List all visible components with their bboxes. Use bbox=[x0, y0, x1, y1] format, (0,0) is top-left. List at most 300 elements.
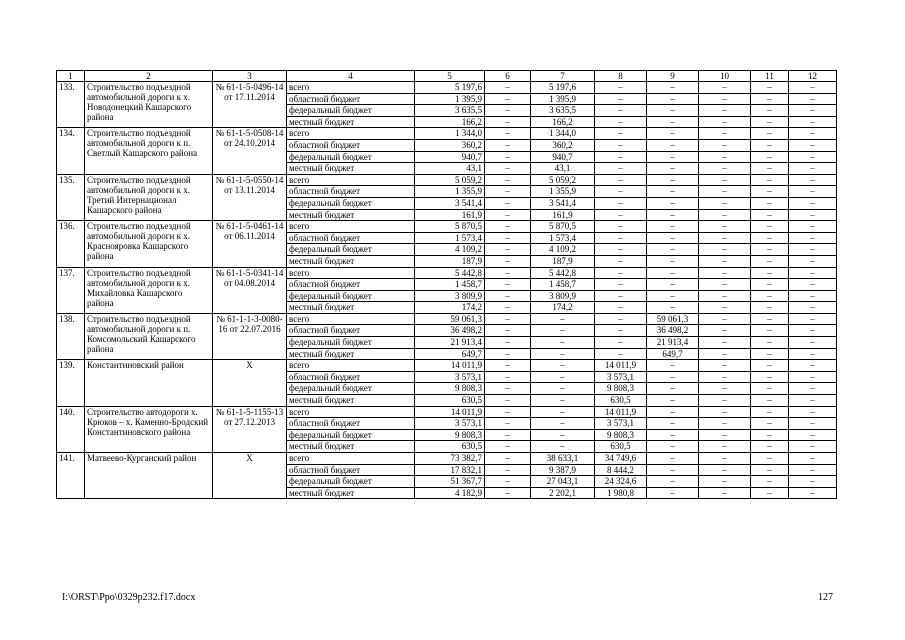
table-cell: – bbox=[789, 93, 837, 105]
table-cell: – bbox=[485, 279, 531, 291]
table-cell: – bbox=[751, 476, 789, 488]
table-cell: – bbox=[647, 360, 699, 372]
table-cell: – bbox=[531, 429, 595, 441]
table-cell: – bbox=[485, 163, 531, 175]
table-cell: – bbox=[699, 383, 751, 395]
table-cell: 649,7 bbox=[415, 348, 485, 360]
table-cell: – bbox=[751, 360, 789, 372]
table-cell: – bbox=[751, 383, 789, 395]
table-cell: – bbox=[751, 116, 789, 128]
column-header: 3 bbox=[213, 71, 287, 82]
table-cell: – bbox=[699, 232, 751, 244]
table-cell: – bbox=[751, 93, 789, 105]
table-row bbox=[57, 174, 837, 186]
table-cell: 24 324,6 bbox=[595, 476, 647, 488]
table-cell: – bbox=[485, 116, 531, 128]
document-ref: № 61-1-1-3-0080-16 от 22.07.2016 bbox=[213, 313, 287, 359]
table-cell: – bbox=[789, 139, 837, 151]
table-cell: 9 808,3 bbox=[595, 383, 647, 395]
table-cell: – bbox=[699, 487, 751, 499]
funding-source: федеральный бюджет bbox=[287, 105, 415, 117]
table-row bbox=[57, 82, 837, 94]
funding-source: федеральный бюджет bbox=[287, 290, 415, 302]
table-cell: – bbox=[699, 163, 751, 175]
table-cell: – bbox=[699, 395, 751, 407]
table-cell: – bbox=[595, 128, 647, 140]
object-name: Строительство подъездной автомобильной дороги к х. Новодонецкий Кашарского района bbox=[85, 82, 213, 128]
row-number: 139. bbox=[57, 360, 85, 406]
table-cell: 3 541,4 bbox=[415, 197, 485, 209]
document-ref: Х bbox=[213, 453, 287, 499]
table-cell: 630,5 bbox=[595, 441, 647, 453]
funding-source: местный бюджет bbox=[287, 441, 415, 453]
table-cell: – bbox=[789, 453, 837, 465]
table-cell: – bbox=[485, 290, 531, 302]
table-cell: 9 387,9 bbox=[531, 464, 595, 476]
table-cell: 630,5 bbox=[415, 395, 485, 407]
table-cell: 174,2 bbox=[531, 302, 595, 314]
table-cell: – bbox=[485, 186, 531, 198]
table-cell: 1 458,7 bbox=[531, 279, 595, 291]
table-cell: – bbox=[751, 441, 789, 453]
table-cell: 27 043,1 bbox=[531, 476, 595, 488]
table-cell: – bbox=[789, 406, 837, 418]
table-cell: – bbox=[751, 487, 789, 499]
table-cell: 187,9 bbox=[415, 255, 485, 267]
table-cell: 3 809,9 bbox=[531, 290, 595, 302]
table-cell: – bbox=[647, 163, 699, 175]
table-cell: – bbox=[789, 244, 837, 256]
funding-source: всего bbox=[287, 406, 415, 418]
column-header: 1 bbox=[57, 71, 85, 82]
table-cell: – bbox=[751, 464, 789, 476]
table-cell: – bbox=[751, 209, 789, 221]
table-cell: – bbox=[699, 128, 751, 140]
table-cell: – bbox=[699, 82, 751, 94]
table-cell: 5 442,8 bbox=[531, 267, 595, 279]
table-cell: – bbox=[789, 82, 837, 94]
table-cell: – bbox=[751, 279, 789, 291]
table-cell: – bbox=[595, 139, 647, 151]
table-cell: 9 808,3 bbox=[415, 383, 485, 395]
table-cell: – bbox=[751, 186, 789, 198]
table-cell: – bbox=[699, 429, 751, 441]
funding-source: областной бюджет bbox=[287, 139, 415, 151]
object-name: Строительство подъездной автомобильной дороги к п. Комсомольский Кашарского района bbox=[85, 313, 213, 359]
table-cell: – bbox=[751, 290, 789, 302]
funding-source: федеральный бюджет bbox=[287, 337, 415, 349]
table-cell: – bbox=[699, 116, 751, 128]
table-cell: – bbox=[699, 441, 751, 453]
object-name: Строительство подъездной автомобильной дороги к х. Михайловка Кашарского района bbox=[85, 267, 213, 313]
table-cell: – bbox=[789, 255, 837, 267]
funding-source: областной бюджет bbox=[287, 186, 415, 198]
table-cell: 9 808,3 bbox=[415, 429, 485, 441]
funding-source: местный бюджет bbox=[287, 116, 415, 128]
table-row bbox=[57, 360, 837, 372]
funding-source: всего bbox=[287, 360, 415, 372]
table-row bbox=[57, 406, 837, 418]
table-cell: – bbox=[485, 232, 531, 244]
table-cell: – bbox=[789, 279, 837, 291]
table-cell: – bbox=[789, 232, 837, 244]
funding-source: всего bbox=[287, 174, 415, 186]
table-cell: – bbox=[751, 105, 789, 117]
table-cell: 1 395,9 bbox=[415, 93, 485, 105]
funding-source: областной бюджет bbox=[287, 232, 415, 244]
table-cell: – bbox=[751, 371, 789, 383]
table-cell: – bbox=[531, 313, 595, 325]
table-cell: 3 573,1 bbox=[415, 418, 485, 430]
table-cell: – bbox=[699, 418, 751, 430]
table-cell: – bbox=[485, 337, 531, 349]
table-cell: 360,2 bbox=[415, 139, 485, 151]
table-cell: – bbox=[751, 267, 789, 279]
table-cell: – bbox=[485, 267, 531, 279]
table-cell: – bbox=[699, 313, 751, 325]
table-cell: – bbox=[789, 290, 837, 302]
row-number: 136. bbox=[57, 221, 85, 267]
table-cell: 630,5 bbox=[415, 441, 485, 453]
funding-source: местный бюджет bbox=[287, 255, 415, 267]
funding-source: федеральный бюджет bbox=[287, 197, 415, 209]
column-header: 8 bbox=[595, 71, 647, 82]
table-cell: – bbox=[699, 186, 751, 198]
table-cell: 59 061,3 bbox=[647, 313, 699, 325]
object-name: Константиновский район bbox=[85, 360, 213, 406]
table-cell: – bbox=[751, 348, 789, 360]
table-cell: – bbox=[595, 221, 647, 233]
table-cell: – bbox=[699, 174, 751, 186]
table-cell: – bbox=[751, 429, 789, 441]
table-cell: – bbox=[751, 221, 789, 233]
table-row bbox=[57, 128, 837, 140]
table-cell: 17 832,1 bbox=[415, 464, 485, 476]
table-cell: – bbox=[485, 255, 531, 267]
table-cell: – bbox=[699, 348, 751, 360]
table-cell: 43,1 bbox=[531, 163, 595, 175]
table-cell: 1 573,4 bbox=[531, 232, 595, 244]
table-cell: – bbox=[485, 151, 531, 163]
document-ref: № 61-1-5-0508-14 от 24.10.2014 bbox=[213, 128, 287, 174]
table-row bbox=[57, 313, 837, 325]
table-cell: 5 870,5 bbox=[415, 221, 485, 233]
table-cell: 3 635,5 bbox=[415, 105, 485, 117]
table-cell: – bbox=[595, 279, 647, 291]
funding-source: федеральный бюджет bbox=[287, 244, 415, 256]
funding-source: местный бюджет bbox=[287, 348, 415, 360]
table-cell: – bbox=[647, 267, 699, 279]
table-cell: – bbox=[789, 337, 837, 349]
table-cell: – bbox=[699, 139, 751, 151]
table-cell: – bbox=[751, 337, 789, 349]
table-cell: – bbox=[751, 232, 789, 244]
table-cell: 166,2 bbox=[415, 116, 485, 128]
table-cell: – bbox=[699, 371, 751, 383]
table-cell: – bbox=[595, 163, 647, 175]
table-cell: 51 367,7 bbox=[415, 476, 485, 488]
table-cell: – bbox=[595, 209, 647, 221]
document-ref: Х bbox=[213, 360, 287, 406]
table-cell: – bbox=[699, 325, 751, 337]
table-cell: – bbox=[751, 197, 789, 209]
table-cell: 36 498,2 bbox=[647, 325, 699, 337]
table-cell: – bbox=[789, 186, 837, 198]
funding-source: всего bbox=[287, 82, 415, 94]
table-cell: 3 809,9 bbox=[415, 290, 485, 302]
table-cell: – bbox=[647, 383, 699, 395]
funding-source: всего bbox=[287, 267, 415, 279]
table-cell: – bbox=[751, 395, 789, 407]
table-cell: 73 382,7 bbox=[415, 453, 485, 465]
table-cell: – bbox=[595, 337, 647, 349]
table-cell: – bbox=[647, 279, 699, 291]
table-cell: 8 444,2 bbox=[595, 464, 647, 476]
table-cell: – bbox=[789, 313, 837, 325]
table-cell: – bbox=[595, 174, 647, 186]
table-cell: 1 573,4 bbox=[415, 232, 485, 244]
table-cell: – bbox=[699, 151, 751, 163]
table-cell: – bbox=[595, 313, 647, 325]
table-cell: – bbox=[699, 453, 751, 465]
table-cell: – bbox=[595, 197, 647, 209]
table-cell: – bbox=[595, 255, 647, 267]
table-cell: 1 355,9 bbox=[415, 186, 485, 198]
table-cell: – bbox=[751, 325, 789, 337]
table-cell: – bbox=[751, 244, 789, 256]
table-cell: 34 749,6 bbox=[595, 453, 647, 465]
table-cell: – bbox=[595, 105, 647, 117]
page-number: 127 bbox=[818, 592, 833, 603]
table-cell: – bbox=[485, 406, 531, 418]
table-cell: – bbox=[789, 429, 837, 441]
row-number: 135. bbox=[57, 174, 85, 220]
table-cell: 630,5 bbox=[595, 395, 647, 407]
column-header: 5 bbox=[415, 71, 485, 82]
table-cell: – bbox=[531, 395, 595, 407]
table-cell: 36 498,2 bbox=[415, 325, 485, 337]
document-ref: № 61-1-5-0550-14 от 13.11.2014 bbox=[213, 174, 287, 220]
table-cell: – bbox=[595, 151, 647, 163]
table-cell: 2 202,1 bbox=[531, 487, 595, 499]
table-cell: – bbox=[647, 82, 699, 94]
table-cell: – bbox=[595, 82, 647, 94]
column-header: 4 bbox=[287, 71, 415, 82]
table-cell: – bbox=[699, 464, 751, 476]
column-header: 6 bbox=[485, 71, 531, 82]
table-cell: – bbox=[699, 93, 751, 105]
table-cell: 3 573,1 bbox=[595, 371, 647, 383]
funding-source: местный бюджет bbox=[287, 302, 415, 314]
table-cell: – bbox=[699, 244, 751, 256]
table-cell: – bbox=[789, 163, 837, 175]
table-cell: – bbox=[485, 453, 531, 465]
table-cell: 5 442,8 bbox=[415, 267, 485, 279]
document-path: I:\ORST\Ppo\0329p232.f17.docx bbox=[62, 592, 196, 603]
table-cell: – bbox=[789, 197, 837, 209]
document-ref: № 61-1-5-0496-14 от 17.11.2014 bbox=[213, 82, 287, 128]
table-cell: – bbox=[751, 313, 789, 325]
table-cell: – bbox=[647, 302, 699, 314]
table-cell: 21 913,4 bbox=[415, 337, 485, 349]
table-cell: – bbox=[647, 221, 699, 233]
table-row bbox=[57, 453, 837, 465]
table-cell: – bbox=[595, 244, 647, 256]
table-header-row bbox=[57, 71, 837, 82]
table-cell: – bbox=[485, 82, 531, 94]
table-cell: – bbox=[789, 348, 837, 360]
table-cell: – bbox=[485, 441, 531, 453]
table-cell: 187,9 bbox=[531, 255, 595, 267]
table-cell: – bbox=[751, 82, 789, 94]
table-cell: – bbox=[699, 279, 751, 291]
table-cell: 14 011,9 bbox=[595, 406, 647, 418]
table-cell: – bbox=[751, 128, 789, 140]
table-cell: – bbox=[789, 418, 837, 430]
table-cell: – bbox=[789, 221, 837, 233]
table-cell: – bbox=[789, 151, 837, 163]
column-header: 2 bbox=[85, 71, 213, 82]
table-cell: 649,7 bbox=[647, 348, 699, 360]
table-cell: – bbox=[485, 139, 531, 151]
funding-source: областной бюджет bbox=[287, 93, 415, 105]
table-cell: 14 011,9 bbox=[415, 406, 485, 418]
table-cell: 166,2 bbox=[531, 116, 595, 128]
row-number: 137. bbox=[57, 267, 85, 313]
funding-source: местный бюджет bbox=[287, 163, 415, 175]
table-cell: 5 197,6 bbox=[415, 82, 485, 94]
table-cell: – bbox=[751, 174, 789, 186]
table-cell: – bbox=[751, 163, 789, 175]
table-cell: – bbox=[531, 348, 595, 360]
table-cell: – bbox=[699, 221, 751, 233]
table-cell: – bbox=[595, 267, 647, 279]
table-cell: – bbox=[647, 418, 699, 430]
table-cell: 161,9 bbox=[415, 209, 485, 221]
table-cell: – bbox=[595, 325, 647, 337]
column-header: 7 bbox=[531, 71, 595, 82]
table-cell: – bbox=[485, 244, 531, 256]
table-cell: – bbox=[485, 313, 531, 325]
table-cell: 1 395,9 bbox=[531, 93, 595, 105]
table-row bbox=[57, 267, 837, 279]
table-cell: – bbox=[531, 337, 595, 349]
table-cell: – bbox=[531, 441, 595, 453]
table-cell: – bbox=[485, 464, 531, 476]
table-cell: – bbox=[789, 116, 837, 128]
table-cell: – bbox=[485, 383, 531, 395]
document-ref: № 61-1-5-0341-14 от 04.08.2014 bbox=[213, 267, 287, 313]
table-cell: – bbox=[789, 360, 837, 372]
table-cell: – bbox=[789, 174, 837, 186]
table-cell: 3 635,5 bbox=[531, 105, 595, 117]
table-cell: – bbox=[647, 128, 699, 140]
funding-source: всего bbox=[287, 221, 415, 233]
object-name: Матвеево-Курганский район bbox=[85, 453, 213, 499]
table-cell: – bbox=[485, 174, 531, 186]
table-cell: – bbox=[531, 371, 595, 383]
funding-source: местный бюджет bbox=[287, 209, 415, 221]
table-cell: 38 633,1 bbox=[531, 453, 595, 465]
table-cell: 4 109,2 bbox=[531, 244, 595, 256]
funding-source: федеральный бюджет bbox=[287, 151, 415, 163]
table-cell: – bbox=[485, 395, 531, 407]
table-cell: – bbox=[699, 360, 751, 372]
table-cell: – bbox=[647, 406, 699, 418]
table-cell: 59 061,3 bbox=[415, 313, 485, 325]
table-cell: – bbox=[789, 128, 837, 140]
table-cell: – bbox=[647, 453, 699, 465]
table-cell: – bbox=[647, 186, 699, 198]
table-cell: – bbox=[751, 418, 789, 430]
table-cell: – bbox=[531, 360, 595, 372]
column-header: 12 bbox=[789, 71, 837, 82]
table-cell: – bbox=[699, 105, 751, 117]
table-cell: 3 541,4 bbox=[531, 197, 595, 209]
table-cell: – bbox=[595, 348, 647, 360]
object-name: Строительство подъездной автомобильной дороги к п. Светлый Кашарского района bbox=[85, 128, 213, 174]
table-cell: – bbox=[595, 116, 647, 128]
table-cell: – bbox=[595, 232, 647, 244]
table-cell: – bbox=[699, 406, 751, 418]
table-cell: – bbox=[647, 371, 699, 383]
table-cell: 4 182,9 bbox=[415, 487, 485, 499]
funding-source: областной бюджет bbox=[287, 418, 415, 430]
funding-source: всего bbox=[287, 128, 415, 140]
table-cell: 174,2 bbox=[415, 302, 485, 314]
table-cell: – bbox=[789, 209, 837, 221]
table-cell: 21 913,4 bbox=[647, 337, 699, 349]
funding-source: областной бюджет bbox=[287, 325, 415, 337]
table-cell: 1 355,9 bbox=[531, 186, 595, 198]
funding-source: областной бюджет bbox=[287, 464, 415, 476]
table-cell: – bbox=[789, 267, 837, 279]
table-cell: – bbox=[647, 151, 699, 163]
table-cell: 360,2 bbox=[531, 139, 595, 151]
table-cell: 14 011,9 bbox=[595, 360, 647, 372]
table-cell: – bbox=[699, 267, 751, 279]
table-cell: – bbox=[789, 464, 837, 476]
table-cell: – bbox=[485, 348, 531, 360]
table-cell: 3 573,1 bbox=[415, 371, 485, 383]
table-cell: – bbox=[485, 476, 531, 488]
object-name: Строительство автодороги х. Крюков – х. Каменно-Бродский Константиновского района bbox=[85, 406, 213, 452]
table-cell: – bbox=[485, 429, 531, 441]
table-cell: – bbox=[699, 197, 751, 209]
funding-source: федеральный бюджет bbox=[287, 383, 415, 395]
table-cell: – bbox=[531, 418, 595, 430]
table-cell: – bbox=[485, 93, 531, 105]
table-cell: – bbox=[485, 371, 531, 383]
table-cell: 5 197,6 bbox=[531, 82, 595, 94]
table-cell: 940,7 bbox=[531, 151, 595, 163]
table-cell: – bbox=[485, 325, 531, 337]
table-cell: – bbox=[647, 209, 699, 221]
table-cell: 43,1 bbox=[415, 163, 485, 175]
document-ref: № 61-1-5-0461-14 от 06.11.2014 bbox=[213, 221, 287, 267]
table-cell: – bbox=[647, 487, 699, 499]
table-cell: – bbox=[485, 128, 531, 140]
table-cell: – bbox=[789, 487, 837, 499]
column-header: 9 bbox=[647, 71, 699, 82]
table-cell: – bbox=[531, 383, 595, 395]
table-cell: – bbox=[595, 290, 647, 302]
row-number: 133. bbox=[57, 82, 85, 128]
table-cell: – bbox=[751, 139, 789, 151]
table-cell: – bbox=[647, 244, 699, 256]
table-cell: 14 011,9 bbox=[415, 360, 485, 372]
table-cell: 1 980,8 bbox=[595, 487, 647, 499]
